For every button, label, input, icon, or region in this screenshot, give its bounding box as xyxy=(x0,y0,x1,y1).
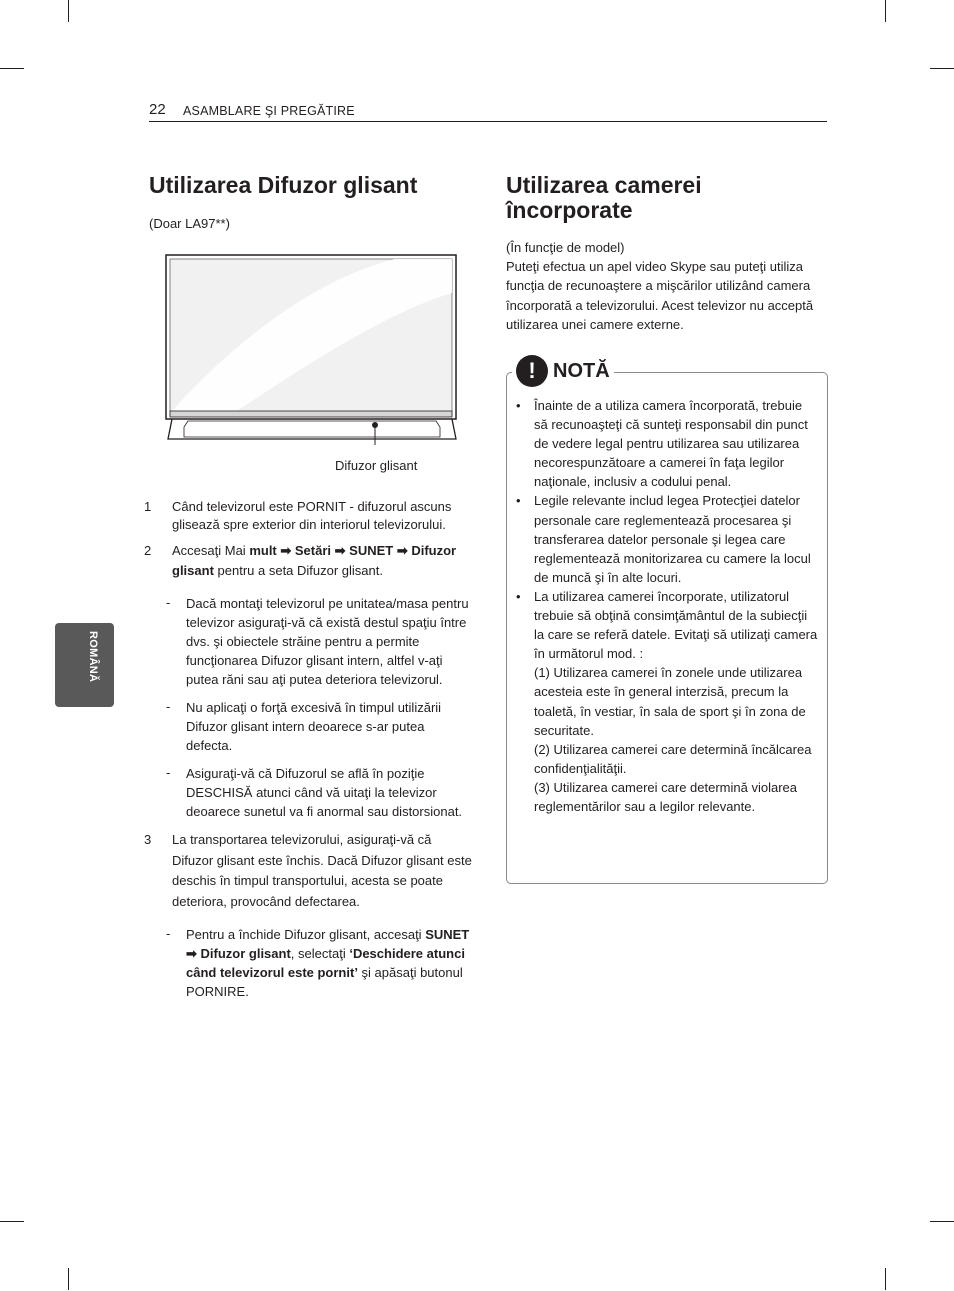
intro-text: Puteţi efectua un apel video Skype sau puteţi utiliza funcţia de recunoaştere a mişcărilor utilizând camera încorporată a televizorului. Acest televizor nu acceptă utilizarea unei camere externe. xyxy=(506,259,814,332)
page-header xyxy=(149,101,827,122)
step-text: La transportarea televizorului, asiguraţi-vă că Difuzor glisant este închis. Dacă Difuzor glisant este deschis în timpul transportului, acesta se poate deteriora, provocând defectarea. xyxy=(172,832,472,909)
left-heading: Utilizarea Difuzor glisant xyxy=(149,172,418,198)
note-header xyxy=(512,355,614,387)
figure-caption: Difuzor glisant xyxy=(335,458,418,473)
crop-mark xyxy=(885,0,886,22)
dash-item: - Pentru a închide Difuzor glisant, accesaţi SUNET ➡ Difuzor glisant, selectaţi ‘Deschidere atunci când televizorul este pornit’ şi apăsaţi butonul PORNIRE. xyxy=(166,926,470,999)
step-number: 2 xyxy=(144,543,152,558)
dash-item: - Nu aplicaţi o forţă excesivă în timpul utilizării Difuzor glisant intern deoarece s-ar putea defecta. xyxy=(166,699,442,753)
note-list xyxy=(516,396,818,816)
step-number: 1 xyxy=(144,499,152,514)
step-item xyxy=(144,498,474,534)
step-number: 3 xyxy=(144,832,152,847)
language-label: ROMÂNĂ xyxy=(87,631,99,683)
crop-mark xyxy=(885,1268,886,1290)
note-item: • La utilizarea camerei încorporate, utilizatorul trebuie să obţină consimţământul de la subiecţii la care se referă datele. Evitaţi să utilizaţi camera în următorul mod. : (1) Utilizarea camerei în zonele unde utilizarea acesteia este în general interzisă, precum la toaletă, în vestiar, în sala de sport şi în zona de securitate. (2) Utilizarea camerei care determină încălcarea confidenţialităţii. (3) Utilizarea camerei care determină violarea reglementărilor sau a legilor relevante. xyxy=(516,588,818,814)
right-heading: Utilizarea camerei încorporate xyxy=(506,172,702,223)
crop-mark xyxy=(0,1221,24,1222)
section-title: ASAMBLARE ŞI PREGĂTIRE xyxy=(183,104,355,118)
step-item xyxy=(144,541,474,581)
exclamation-icon: ! xyxy=(516,355,548,387)
intro-paragraph xyxy=(506,238,826,334)
model-note: (În funcţie de model) xyxy=(506,240,625,255)
step-text: Când televizorul este PORNIT - difuzorul ascuns glisează spre exterior din interiorul televizorului. xyxy=(172,499,452,532)
crop-mark xyxy=(930,1221,954,1222)
note-label: NOTĂ xyxy=(553,359,610,382)
dash-item: - Dacă montaţi televizorul pe unitatea/masa pentru televizor asiguraţi-vă că există destul spaţiu între dvs. şi obiectele străine pentru a permite funcţionarea Difuzor glisant intern, altfel v-aţi putea răni sau aţi putea deteriora televizorul. xyxy=(166,595,469,687)
crop-mark xyxy=(0,68,24,69)
crop-mark xyxy=(930,68,954,69)
language-tab xyxy=(55,623,114,707)
crop-mark xyxy=(68,0,69,22)
step-text: Accesaţi Mai mult ➡ Setări ➡ SUNET ➡ Difuzor glisant pentru a seta Difuzor glisant. xyxy=(172,543,457,578)
dash-item: - Asiguraţi-vă că Difuzorul se află în poziţie DESCHISĂ atunci când vă uitaţi la televizor deoarece sunetul va fi anormal sau distorsionat. xyxy=(166,765,463,819)
note-subitem: (3) Utilizarea camerei care determină violarea reglementărilor sau a legilor relevante. xyxy=(534,779,797,814)
crop-mark xyxy=(68,1268,69,1290)
note-subitem: (1) Utilizarea camerei în zonele unde utilizarea acesteia este în general interzisă, precum la toaletă, în vestiar, în sala de sport şi în zona de securitate. xyxy=(534,665,806,738)
tv-illustration xyxy=(164,253,460,445)
note-item: • Legile relevante includ legea Protecţiei datelor personale care reglementează procesarea şi transferarea datelor personale şi legea care reglementează monitorizarea cu camere la locul de muncă şi în alte locuri. xyxy=(516,493,811,585)
note-subitem: (2) Utilizarea camerei care determină încălcarea confidenţialităţii. xyxy=(534,741,812,776)
page-number: 22 xyxy=(149,101,166,118)
note-item: • Înainte de a utiliza camera încorporată, trebuie să recunoaşteţi că sunteţi responsabil din punct de vedere legal pentru utilizarea sau utilizarea necorespunzătoare a camerei în faţa legilor naţionale, inclusiv a codului penal. xyxy=(516,398,808,490)
steps-list xyxy=(144,498,474,1010)
model-restriction: (Doar LA97**) xyxy=(149,216,230,231)
step-item xyxy=(144,830,474,912)
